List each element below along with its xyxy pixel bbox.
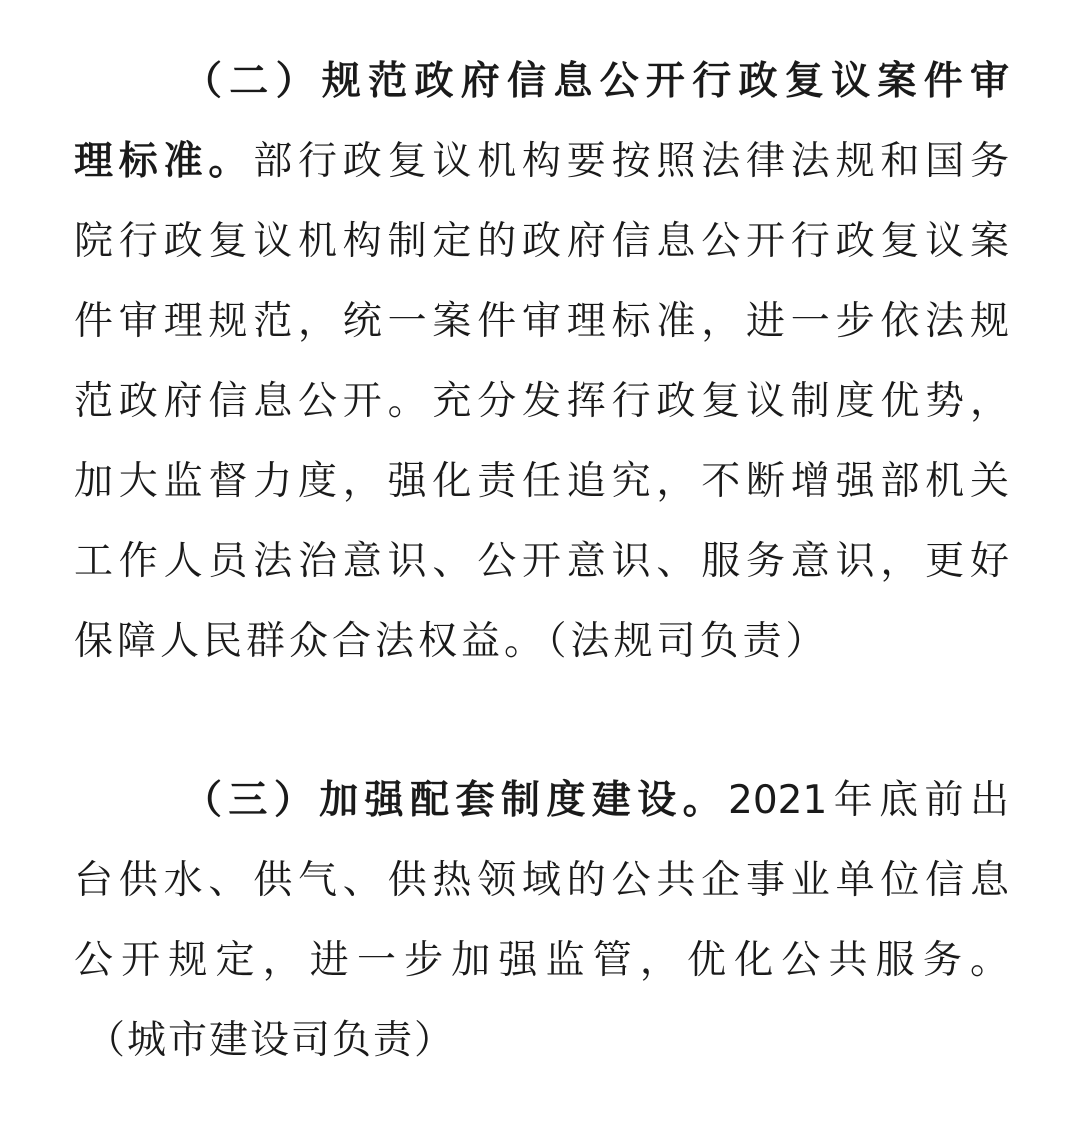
section-3-credit: （城市建设司负责）	[86, 1018, 456, 1063]
section-2-line-2	[74, 132, 1009, 192]
section-2-line-5: 范政府信息公开。充分发挥行政复议制度优势，	[74, 379, 1009, 424]
section-3-line-2: 台供水、供气、供热领域的公共企事业单位信息	[74, 858, 1009, 903]
section-2-heading: （二）规范政府信息公开行政复议案件审	[183, 59, 1009, 104]
section-2-line-7: 工作人员法治意识、公开意识、服务意识，更好	[74, 539, 1009, 584]
section-3-line-1	[183, 771, 1009, 831]
section-2-line-6: 加大监督力度，强化责任追究，不断增强部机关	[74, 459, 1009, 504]
section-2-line-8: 保障人民群众合法权益。（法规司负责）	[74, 619, 829, 664]
section-2-body-start: 部行政复议机构要按照法律法规和国务	[253, 139, 1009, 184]
section-3-line-3: 公开规定，进一步加强监管，优化公共服务。	[74, 938, 1009, 983]
section-2-line-4: 件审理规范，统一案件审理标准，进一步依法规	[74, 299, 1009, 344]
section-2-heading-continued: 理标准。	[74, 139, 254, 184]
section-3-heading: （三）加强配套制度建设。	[183, 778, 729, 823]
section-2-line-3: 院行政复议机构制定的政府信息公开行政复议案	[74, 219, 1009, 264]
section-3-body-start: 2021年底前出	[728, 778, 1009, 823]
section-2-heading-line	[183, 52, 1009, 112]
